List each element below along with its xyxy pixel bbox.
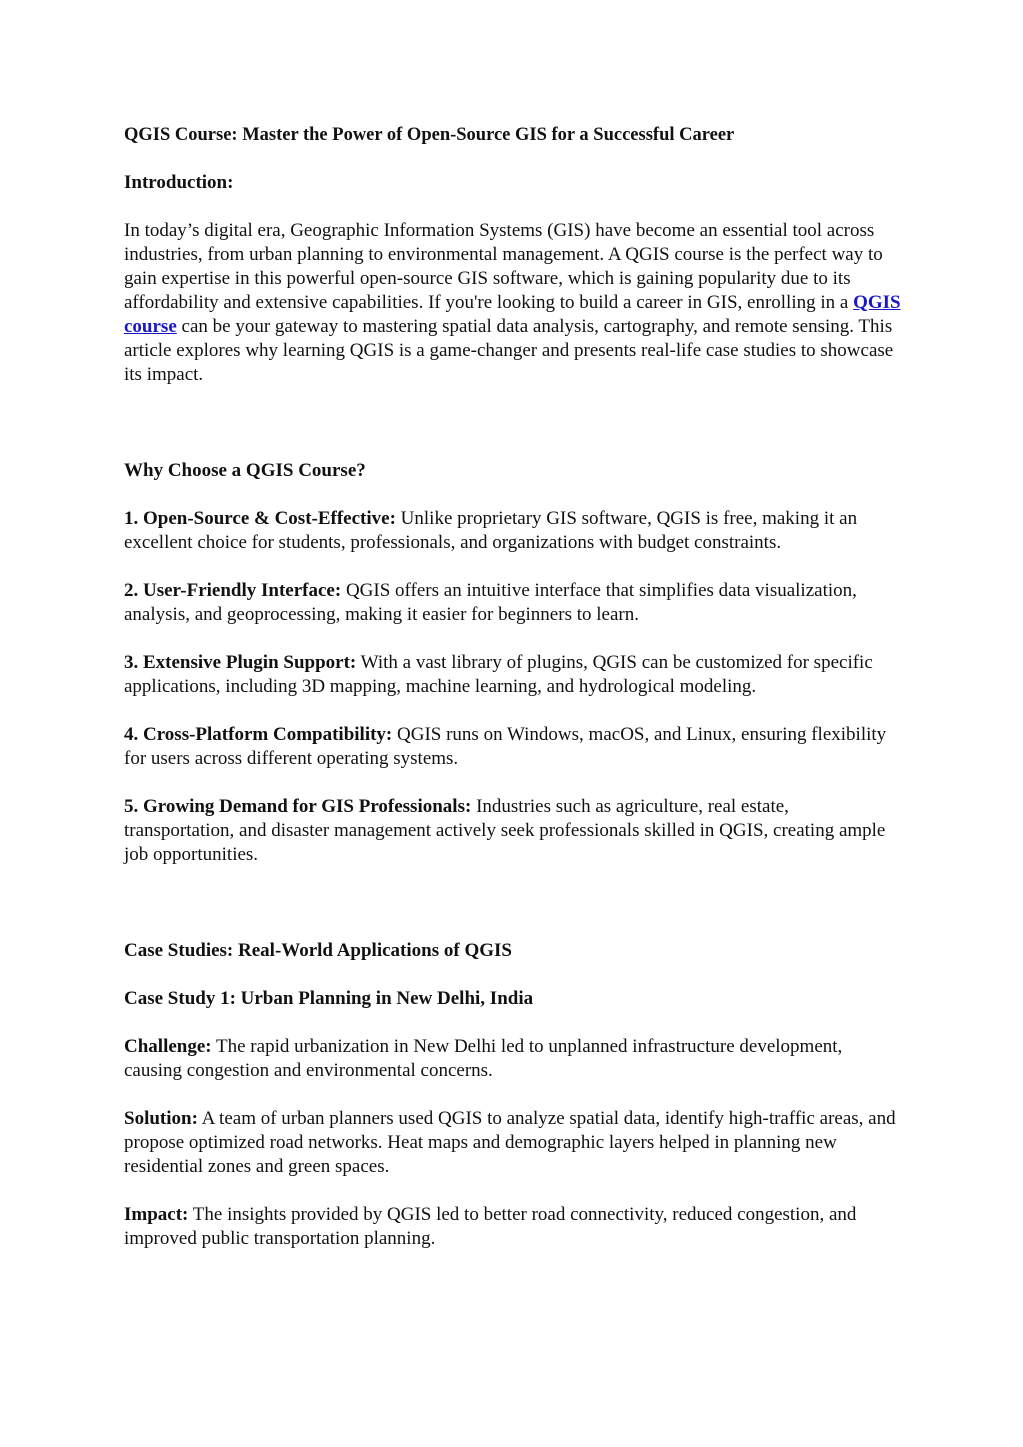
why-item-text: QGIS offers an intuitive interface that simplifies data visualization, analysis, and geoprocessing, making it easier for beginners to learn. — [124, 580, 857, 625]
case-study-1-heading: Case Study 1: Urban Planning in New Delhi, India — [124, 988, 534, 1009]
case-item-label: Challenge: — [124, 1036, 212, 1057]
why-item-3 — [124, 651, 903, 699]
case-item-label: Solution: — [124, 1108, 198, 1129]
why-heading: Why Choose a QGIS Course? — [124, 460, 366, 481]
intro-text-before-link: In today’s digital era, Geographic Information Systems (GIS) have become an essential tool across industries, from urban planning to environmental management. A QGIS course is the perfect way to gain expertise in this powerful open-source GIS software, which is gaining popularity due to its affordability and extensive capabilities. If you're looking to build a career in GIS, enrolling in a — [124, 220, 883, 313]
why-item-text: QGIS runs on Windows, macOS, and Linux, ensuring flexibility for users across different operating systems. — [124, 724, 887, 769]
intro-text-after-link: can be your gateway to mastering spatial data analysis, cartography, and remote sensing. This article explores why learning QGIS is a game-changer and presents real-life case studies to showcase its impact. — [124, 316, 894, 385]
case-challenge — [124, 1035, 903, 1083]
case-item-text: The rapid urbanization in New Delhi led to unplanned infrastructure development, causing congestion and environmental concerns. — [124, 1036, 843, 1081]
why-item-label: 1. Open-Source & Cost-Effective: — [124, 508, 396, 529]
intro-heading: Introduction: — [124, 172, 234, 193]
why-item-label: 4. Cross-Platform Compatibility: — [124, 724, 393, 745]
case-solution — [124, 1107, 903, 1179]
why-item-label: 3. Extensive Plugin Support: — [124, 652, 357, 673]
why-item-text: Industries such as agriculture, real estate, transportation, and disaster management actively seek professionals skilled in QGIS, creating ample job opportunities. — [124, 796, 886, 865]
case-item-label: Impact: — [124, 1204, 189, 1225]
intro-paragraph — [124, 219, 903, 387]
why-item-4 — [124, 723, 903, 771]
why-item-5 — [124, 795, 903, 867]
qgis-course-link[interactable]: QGIS course — [124, 292, 901, 337]
document-title: QGIS Course: Master the Power of Open-Source GIS for a Successful Career — [124, 125, 735, 145]
why-item-label: 5. Growing Demand for GIS Professionals: — [124, 796, 472, 817]
why-item-2 — [124, 579, 903, 627]
case-item-text: A team of urban planners used QGIS to analyze spatial data, identify high-traffic areas, and propose optimized road networks. Heat maps and demographic layers helped in planning new residential zones and green spaces. — [124, 1108, 896, 1177]
why-item-text: Unlike proprietary GIS software, QGIS is free, making it an excellent choice for students, professionals, and organizations with budget constraints. — [124, 508, 858, 553]
why-item-1 — [124, 507, 903, 555]
case-item-text: The insights provided by QGIS led to better road connectivity, reduced congestion, and improved public transportation planning. — [124, 1204, 857, 1249]
why-item-text: With a vast library of plugins, QGIS can be customized for specific applications, including 3D mapping, machine learning, and hydrological modeling. — [124, 652, 873, 697]
why-item-label: 2. User-Friendly Interface: — [124, 580, 342, 601]
case-impact — [124, 1203, 903, 1251]
case-studies-heading: Case Studies: Real-World Applications of QGIS — [124, 940, 512, 961]
